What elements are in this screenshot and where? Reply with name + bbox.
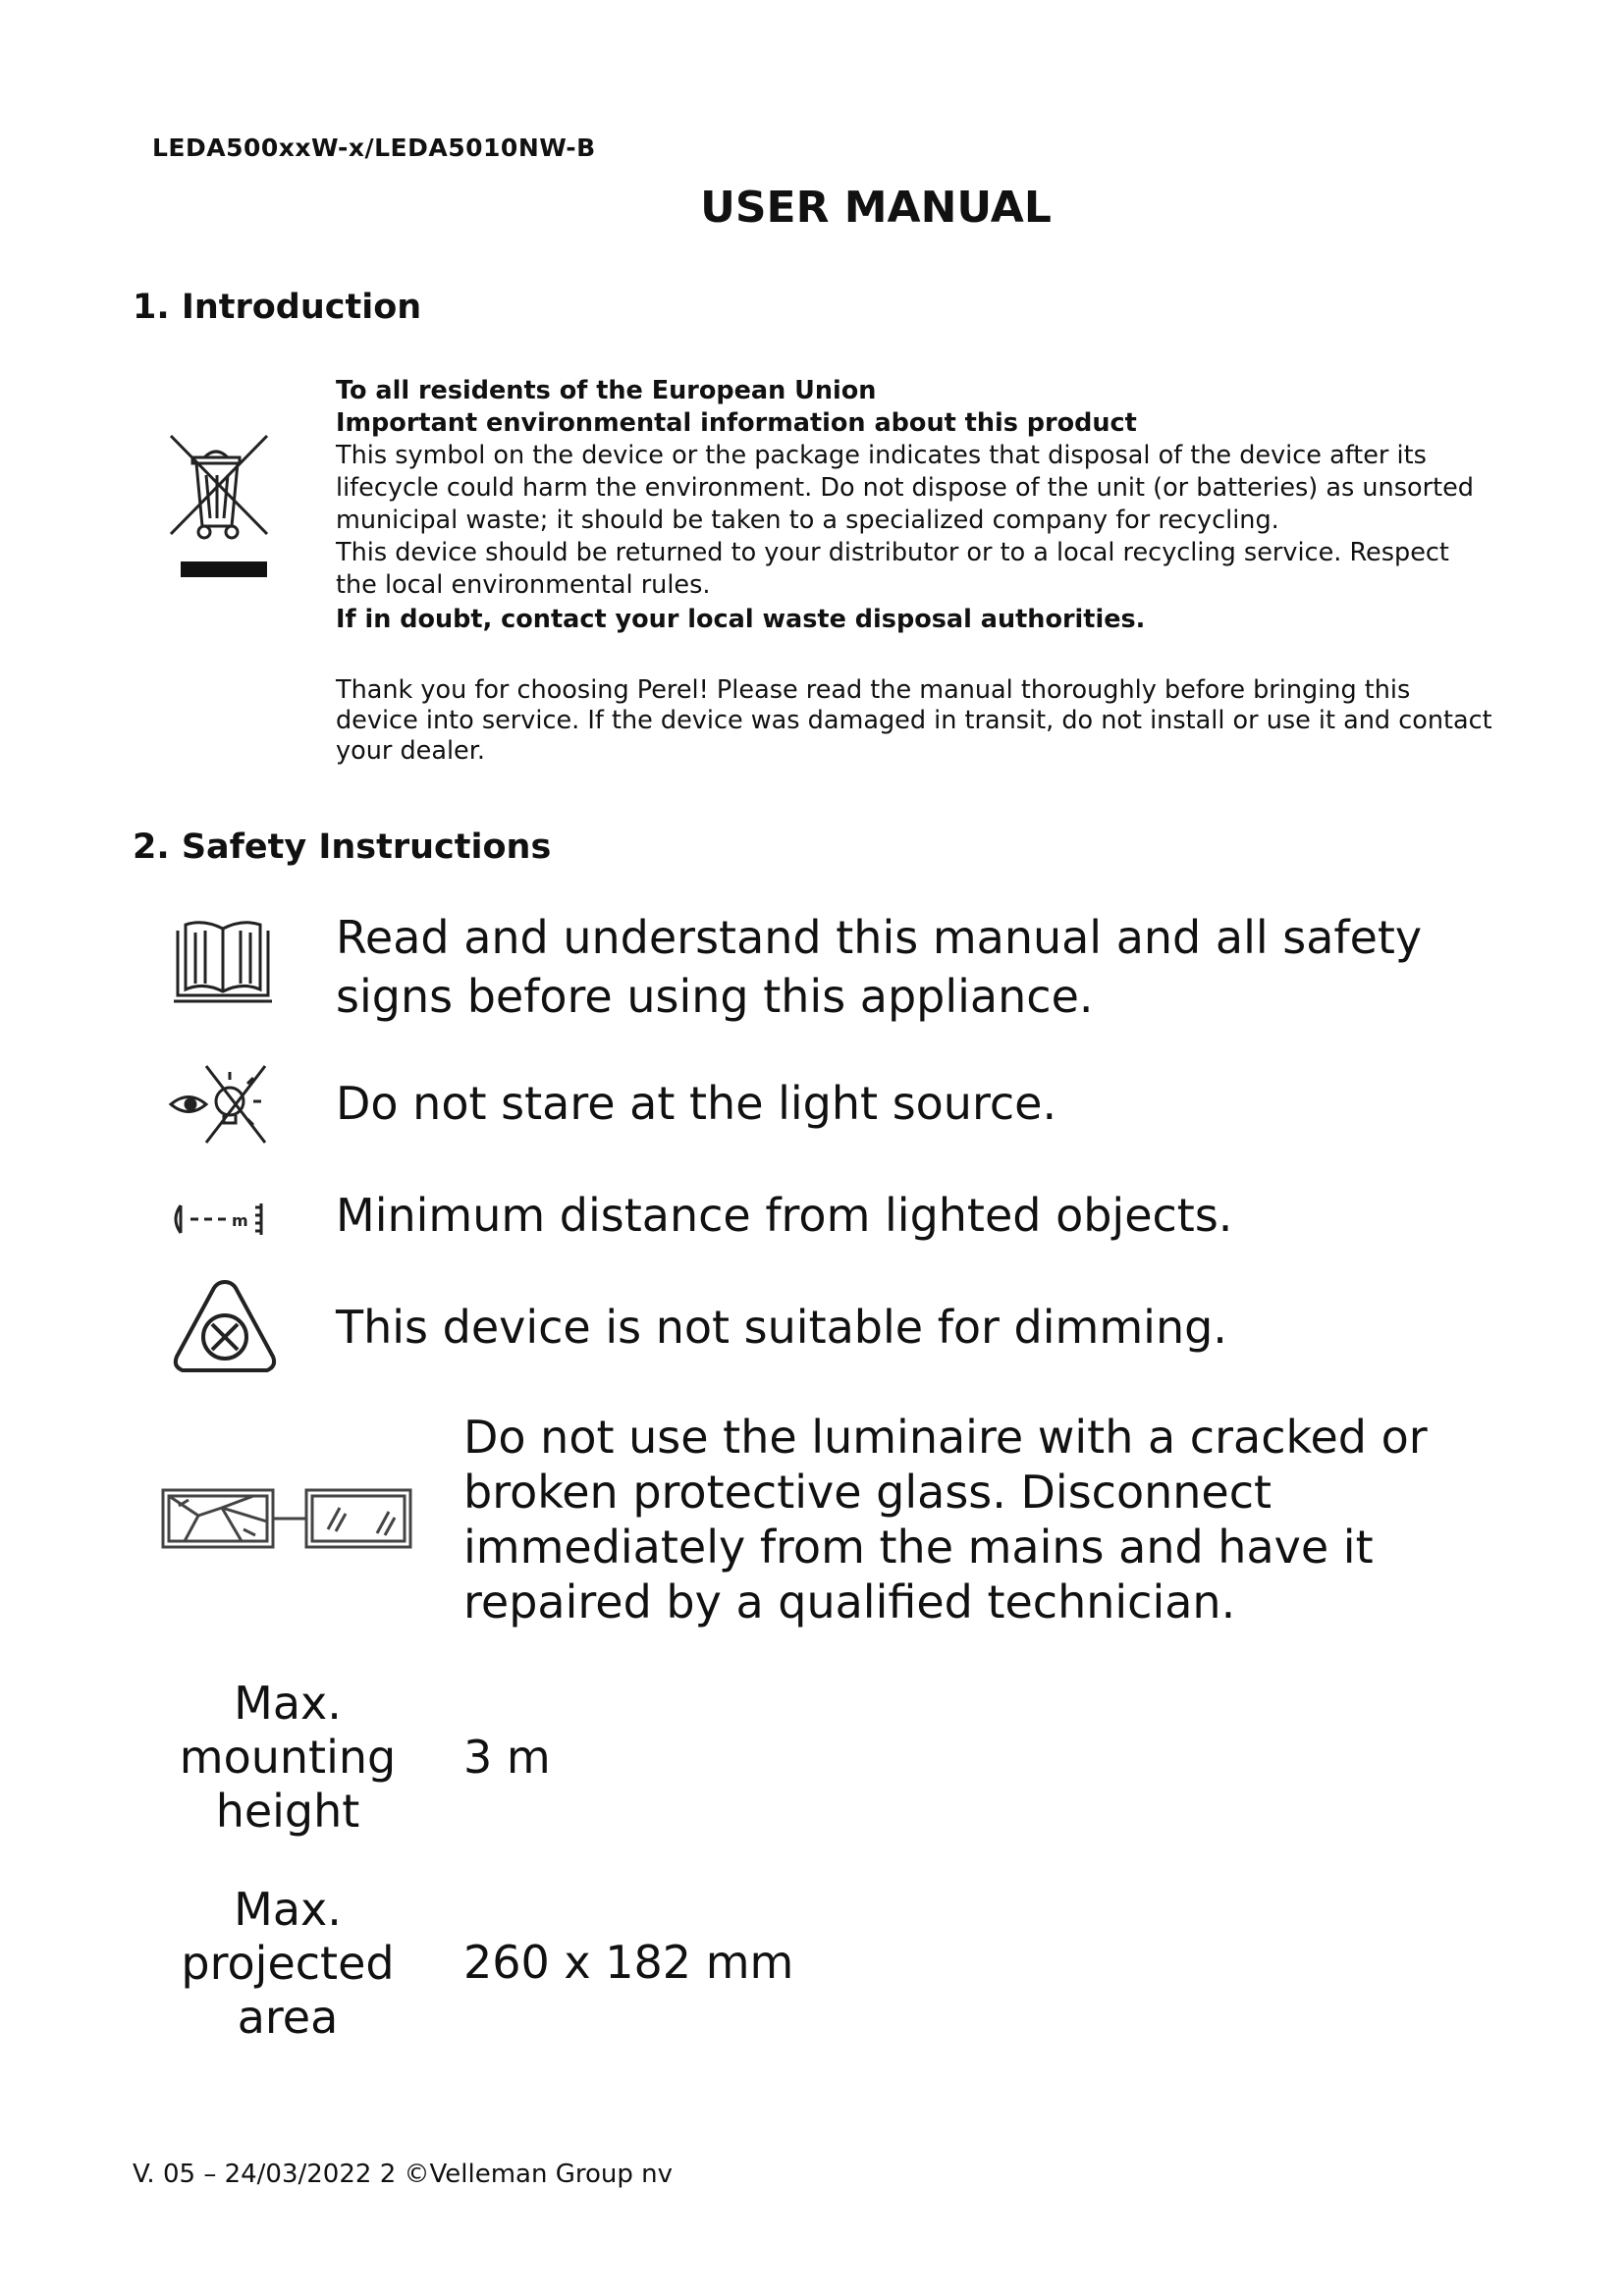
safety-item-text: Minimum distance from lighted objects. (336, 1189, 1233, 1242)
spec-value-mounting-height: 3 m (463, 1731, 551, 1784)
section-heading-safety: 2. Safety Instructions (133, 828, 552, 867)
weee-notice (336, 375, 1494, 636)
spec-value-projected-area: 260 x 182 mm (463, 1936, 794, 1989)
thanks-text: Thank you for choosing Perel! Please read the manual thoroughly before bringing this device into service. If the device was damaged in transit, do not install or use it and contact your dealer. (336, 675, 1492, 766)
no-dimming-icon (171, 1276, 279, 1376)
spec-label-projected-area: Max. projected area (181, 1883, 395, 2044)
thanks-paragraph (336, 675, 1494, 767)
weee-doubt: If in doubt, contact your local waste disposal authorities. (336, 605, 1146, 634)
spec-label-mounting-height: Max. mounting height (179, 1677, 397, 1838)
model-number: LEDA500xxW-x/LEDA5010NW-B (152, 133, 596, 162)
safety-item-text: Read and understand this manual and all safety signs before using this appliance. (336, 911, 1423, 1023)
min-distance-icon (169, 1200, 273, 1239)
page-footer: V. 05 – 24/03/2022 2 ©Velleman Group nv (133, 2160, 673, 2189)
weee-title: To all residents of the European Union (336, 376, 877, 405)
weee-bin-icon (165, 424, 275, 581)
page-title: USER MANUAL (700, 183, 1052, 233)
weee-body-2: This device should be returned to your distributor or to a local recycling service. Respect the local environmental rules. (336, 538, 1449, 600)
safety-item-text: Do not use the luminaire with a cracked or broken protective glass. Disconnect immediately from the mains and have it repaired by a qualified technician. (463, 1411, 1428, 1629)
broken-glass-icon (159, 1482, 416, 1557)
safety-item-text: This device is not suitable for dimming. (336, 1301, 1227, 1354)
weee-subtitle: Important environmental information about this product (336, 408, 1137, 438)
no-stare-light-icon (167, 1062, 271, 1147)
manual-book-icon (172, 921, 274, 1005)
svg-text:m: m (232, 1211, 248, 1230)
weee-body-1: This symbol on the device or the package indicates that disposal of the device after its lifecycle could harm the environment. Do not dispose of the unit (or batteries) as unsorted municipal waste; it should be taken to a specialized company for recycling. (336, 441, 1474, 535)
section-heading-introduction: 1. Introduction (133, 288, 422, 327)
safety-item-text: Do not stare at the light source. (336, 1077, 1057, 1130)
